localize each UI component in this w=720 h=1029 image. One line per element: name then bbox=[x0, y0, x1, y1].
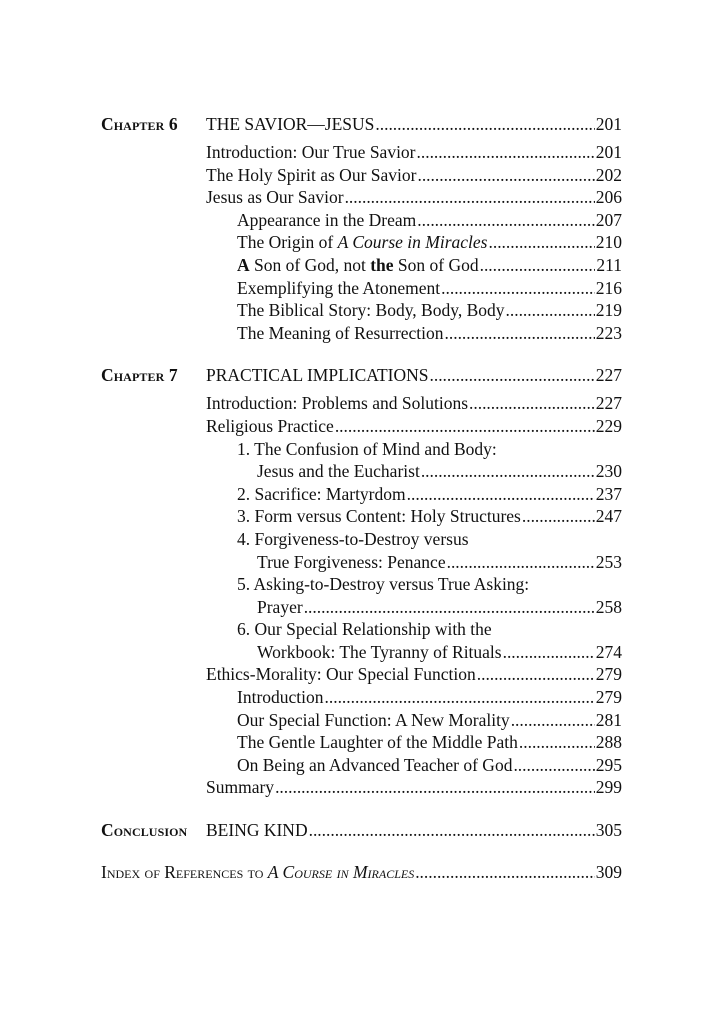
conclusion-label: Conclusion bbox=[101, 820, 188, 841]
page-number: 288 bbox=[595, 732, 622, 753]
entry-title: Religious Practice bbox=[206, 415, 334, 436]
dot-leader bbox=[417, 164, 594, 187]
page-number: 202 bbox=[595, 164, 622, 185]
entry-title: Introduction bbox=[237, 687, 324, 708]
page-number: 299 bbox=[595, 777, 622, 798]
toc-subentry-line1: 4. Forgiveness-to-Destroy versus bbox=[237, 528, 469, 549]
page-number: 274 bbox=[595, 641, 622, 662]
dot-leader bbox=[511, 709, 595, 732]
dot-leader bbox=[489, 231, 595, 254]
dot-leader bbox=[513, 754, 594, 777]
dot-leader bbox=[275, 776, 595, 799]
entry-title: Ethics-Morality: Our Special Function bbox=[206, 664, 476, 685]
entry-title: Appearance in the Dream bbox=[237, 209, 417, 230]
conclusion-title: BEING KIND bbox=[206, 820, 308, 841]
entry-title: True Forgiveness: Penance bbox=[257, 551, 446, 572]
conclusion-title-line[interactable] bbox=[206, 819, 622, 841]
entry-title: 3. Form versus Content: Holy Structures bbox=[237, 506, 521, 527]
entry-title: The Holy Spirit as Our Savior bbox=[206, 164, 417, 185]
dot-leader bbox=[506, 299, 595, 322]
dot-leader bbox=[480, 254, 596, 277]
entry-title: Workbook: The Tyranny of Rituals bbox=[257, 641, 502, 662]
entry-title: The Gentle Laughter of the Middle Path bbox=[237, 732, 518, 753]
page-number: 201 bbox=[595, 114, 622, 134]
entry-title: On Being an Advanced Teacher of God bbox=[237, 754, 513, 775]
toc-entry[interactable] bbox=[206, 141, 622, 164]
toc-subentry[interactable] bbox=[237, 709, 622, 732]
dot-leader bbox=[421, 460, 595, 483]
page-number: 279 bbox=[595, 687, 622, 708]
page-number: 210 bbox=[595, 232, 622, 253]
page-number: 247 bbox=[595, 506, 622, 527]
page-number: 295 bbox=[595, 754, 622, 775]
toc-subentry[interactable] bbox=[237, 277, 622, 300]
page-number: 223 bbox=[595, 322, 622, 343]
page-number: 230 bbox=[595, 461, 622, 482]
page-number: 229 bbox=[595, 415, 622, 436]
page-number: 207 bbox=[595, 209, 622, 230]
dot-leader bbox=[469, 392, 595, 415]
dot-leader bbox=[441, 277, 595, 300]
toc-entry[interactable] bbox=[206, 392, 622, 415]
chapter-7-heading bbox=[101, 364, 622, 386]
entry-title: A Son of God, not the Son of God bbox=[237, 254, 479, 275]
toc-subentry[interactable] bbox=[257, 641, 622, 664]
dot-leader bbox=[445, 322, 595, 345]
toc-subentry[interactable] bbox=[237, 686, 622, 709]
entry-title: 2. Sacrifice: Martyrdom bbox=[237, 483, 406, 504]
toc-subentry[interactable] bbox=[237, 483, 622, 506]
dot-leader bbox=[417, 209, 594, 232]
toc-subentry-line1: 6. Our Special Relationship with the bbox=[237, 619, 492, 640]
dot-leader bbox=[325, 686, 595, 709]
toc-subentry[interactable] bbox=[257, 596, 622, 619]
page-number: 219 bbox=[595, 300, 622, 321]
dot-leader bbox=[477, 663, 595, 686]
page-number: 258 bbox=[595, 596, 622, 617]
chapter-7-title-line[interactable] bbox=[206, 364, 622, 386]
chapter-6-label: Chapter 6 bbox=[101, 114, 178, 134]
chapter-6-title: THE SAVIOR—JESUS bbox=[206, 114, 375, 134]
dot-leader bbox=[519, 731, 595, 754]
dot-leader bbox=[430, 364, 595, 386]
toc-subentry[interactable] bbox=[237, 299, 622, 322]
entry-title: Prayer bbox=[257, 596, 303, 617]
dot-leader bbox=[407, 483, 595, 506]
toc-subentry[interactable] bbox=[237, 209, 622, 232]
chapter-7-title: PRACTICAL IMPLICATIONS bbox=[206, 365, 429, 386]
entry-title: Introduction: Problems and Solutions bbox=[206, 393, 469, 414]
entry-title: The Biblical Story: Body, Body, Body bbox=[237, 300, 505, 321]
chapter-6-heading bbox=[101, 113, 622, 135]
toc-entry[interactable] bbox=[206, 164, 622, 187]
entry-title: Jesus as Our Savior bbox=[206, 187, 344, 208]
toc-subentry-line1: 5. Asking-to-Destroy versus True Asking: bbox=[237, 574, 530, 595]
page-number: 227 bbox=[595, 365, 622, 386]
dot-leader bbox=[447, 551, 595, 574]
toc-subentry[interactable] bbox=[237, 254, 622, 277]
dot-leader bbox=[503, 641, 595, 664]
dot-leader bbox=[417, 141, 595, 164]
chapter-7-label: Chapter 7 bbox=[101, 365, 178, 386]
toc-subentry[interactable] bbox=[237, 731, 622, 754]
page-number: 206 bbox=[595, 187, 622, 208]
index-heading[interactable] bbox=[101, 861, 622, 883]
toc-subentry[interactable] bbox=[237, 231, 622, 254]
page-number: 237 bbox=[595, 483, 622, 504]
page-number: 216 bbox=[595, 277, 622, 298]
page-number: 227 bbox=[595, 393, 622, 414]
entry-title: The Meaning of Resurrection bbox=[237, 322, 444, 343]
entry-title: Jesus and the Eucharist bbox=[257, 461, 420, 482]
toc-subentry[interactable] bbox=[237, 322, 622, 345]
table-of-contents bbox=[101, 113, 622, 883]
page-number: 211 bbox=[596, 254, 622, 275]
toc-entry[interactable] bbox=[206, 415, 622, 438]
toc-subentry[interactable] bbox=[257, 551, 622, 574]
entry-title: Our Special Function: A New Morality bbox=[237, 709, 510, 730]
entry-title: Exemplifying the Atonement bbox=[237, 277, 441, 298]
dot-leader bbox=[375, 113, 594, 135]
page-number: 253 bbox=[595, 551, 622, 572]
index-label: Index of References to A Course in Miracles bbox=[101, 862, 415, 883]
toc-subentry[interactable] bbox=[257, 460, 622, 483]
dot-leader bbox=[415, 861, 595, 883]
dot-leader bbox=[309, 819, 595, 841]
page-number: 279 bbox=[595, 664, 622, 685]
toc-entry[interactable] bbox=[206, 663, 622, 686]
entry-title: Summary bbox=[206, 777, 275, 798]
toc-subentry-line1: 1. The Confusion of Mind and Body: bbox=[237, 438, 497, 459]
dot-leader bbox=[345, 186, 595, 209]
chapter-6-title-line[interactable] bbox=[206, 113, 622, 135]
page-number: 309 bbox=[595, 862, 622, 883]
page-number: 305 bbox=[595, 820, 622, 841]
page-number: 201 bbox=[595, 142, 622, 162]
toc-subentry[interactable] bbox=[237, 505, 622, 528]
toc-entry[interactable] bbox=[206, 186, 622, 209]
dot-leader bbox=[335, 415, 595, 438]
entry-title: Introduction: Our True Savior bbox=[206, 142, 416, 162]
entry-title: The Origin of A Course in Miracles bbox=[237, 232, 488, 253]
toc-entry[interactable] bbox=[206, 776, 622, 799]
toc-subentry[interactable] bbox=[237, 754, 622, 777]
page-number: 281 bbox=[595, 709, 622, 730]
dot-leader bbox=[304, 596, 595, 619]
conclusion-heading bbox=[101, 819, 622, 841]
dot-leader bbox=[522, 505, 595, 528]
